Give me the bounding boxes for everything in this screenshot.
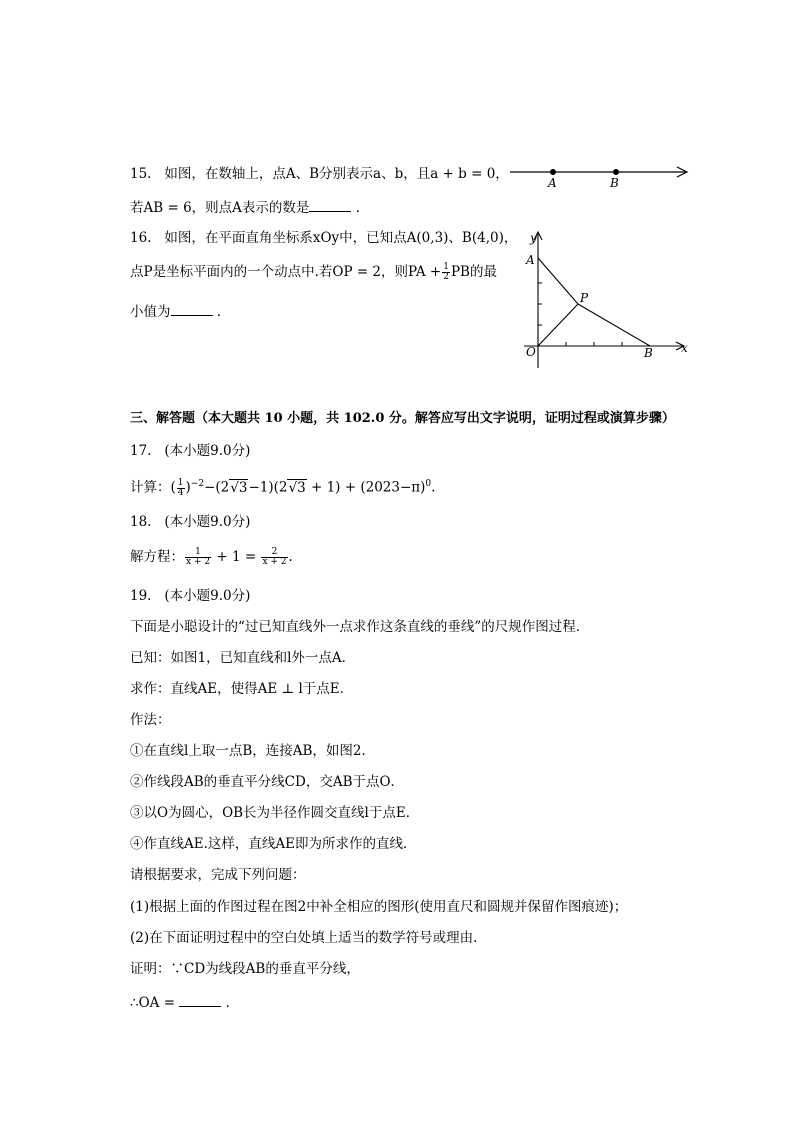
q18-number: 18. — [130, 514, 152, 530]
q17-expression: 计算：( $\frac{1}{4}$ )$^{-2}-(2√3-1)(2√3 + 1) + (2023-\pi)^0$. — [130, 477, 436, 498]
q17-label: 计算： — [130, 479, 171, 496]
label-p: P — [580, 291, 589, 305]
q17-fraction: $\frac{1}{4}$ — [177, 477, 184, 498]
q19-line-11: 证明：∵CD为线段AB的垂直平分线， — [130, 961, 360, 977]
q19-line-0: 下面是小聪设计的“过已知直线外一点求作这条直线的垂线”的尺规作图过程． — [130, 619, 590, 635]
q16-text-1: 如图，在平面直角坐标系xOy中，已知点A(0,3)、B(4,0)， — [164, 230, 518, 246]
label-a: A — [526, 253, 535, 267]
q17-header — [130, 441, 250, 461]
q17-number: 17. — [130, 443, 152, 459]
q15-line-1 — [130, 164, 509, 184]
q18-header — [130, 512, 250, 532]
q19-line-6: ③以O为圆心，OB长为半径作圆交直线l于点E． — [130, 805, 420, 821]
q15-number-line-figure — [505, 160, 705, 190]
q19-line-7: ④作直线AE.这样，直线AE即为所求作的直线． — [130, 836, 417, 852]
q19-line-5: ②作线段AB的垂直平分线CD，交AB于点O． — [130, 774, 405, 790]
q16-line-3 — [130, 301, 230, 322]
q19-line-2: 求作：直线AE，使得AE ⊥ l于点E． — [130, 681, 354, 697]
q15-text-1: 如图，在数轴上，点A、B分别表示a、b，且a + b = 0， — [164, 166, 509, 182]
q16-line-1 — [130, 228, 517, 248]
q19-line-10: (2)在下面证明过程中的空白处填上适当的数学符号或理由． — [130, 930, 487, 946]
q19-header — [130, 586, 250, 606]
q19-line-9: (1)根据上面的作图过程在图2中补全相应的图形(使用直尺和圆规并保留作图痕迹)； — [130, 899, 628, 915]
segment-pb — [578, 304, 650, 346]
q18-label: 解方程： — [130, 549, 184, 565]
q16-text-2a: 点P是坐标平面内的一个动点中.若OP = 2，则PA + — [130, 264, 442, 280]
q16-end: ． — [216, 304, 231, 320]
q19-line-3: 作法： — [130, 712, 171, 728]
label-x: x — [681, 341, 688, 355]
label-b: B — [610, 176, 619, 190]
q18-fraction-2: $\frac{2}{x + 2}$ — [262, 547, 287, 567]
point-a — [550, 169, 556, 175]
q19-line-8: 请根据要求，完成下列问题： — [130, 867, 306, 883]
segment-ap — [538, 258, 578, 304]
q18-equation: 解方程： $\frac{1}{x + 2}$ + 1 = $\frac{2}{x + 2}$ . — [130, 547, 293, 567]
q18-fraction-1: $\frac{1}{x + 2}$ — [186, 547, 211, 567]
q16-answer-blank[interactable] — [171, 301, 213, 316]
q19-line-1: 已知：如图1，已知直线和l外一点A． — [130, 650, 356, 666]
q16-coordinate-figure — [518, 228, 698, 373]
label-o: O — [526, 345, 536, 359]
q16-fraction: $\frac{1}{2}$ — [443, 262, 449, 282]
segment-op — [538, 304, 578, 346]
q19-line-last — [130, 992, 239, 1013]
q19-last-text: ∴OA = — [130, 995, 180, 1011]
section-3-title: 三、解答题（本大题共 10 小题，共 102.0 分。解答应写出文字说明，证明过程或演算步骤） — [130, 411, 675, 426]
q19-answer-blank[interactable] — [179, 992, 221, 1007]
q15-line-2 — [130, 197, 369, 218]
q15-answer-blank[interactable] — [309, 197, 351, 212]
label-a: A — [548, 176, 557, 190]
q15-number: 15. — [130, 166, 152, 182]
q19-number: 19. — [130, 588, 152, 604]
q19-end: ． — [225, 995, 240, 1011]
q16-text-3: 小值为 — [130, 304, 171, 320]
q19-line-4: ①在直线l上取一点B，连接AB，如图2． — [130, 743, 375, 759]
q16-text-2b: PB的最 — [450, 264, 497, 280]
label-b: B — [644, 346, 653, 360]
q19-score: (本小题9.0分) — [164, 588, 251, 604]
q16-number: 16. — [130, 230, 152, 246]
q15-end: ． — [355, 200, 370, 216]
q15-text-2: 若AB = 6，则点A表示的数是 — [130, 200, 310, 216]
q17-score: (本小题9.0分) — [164, 443, 251, 459]
q16-line-2 — [130, 262, 497, 282]
q18-score: (本小题9.0分) — [164, 514, 251, 530]
label-y: y — [530, 231, 537, 245]
point-b — [613, 169, 619, 175]
